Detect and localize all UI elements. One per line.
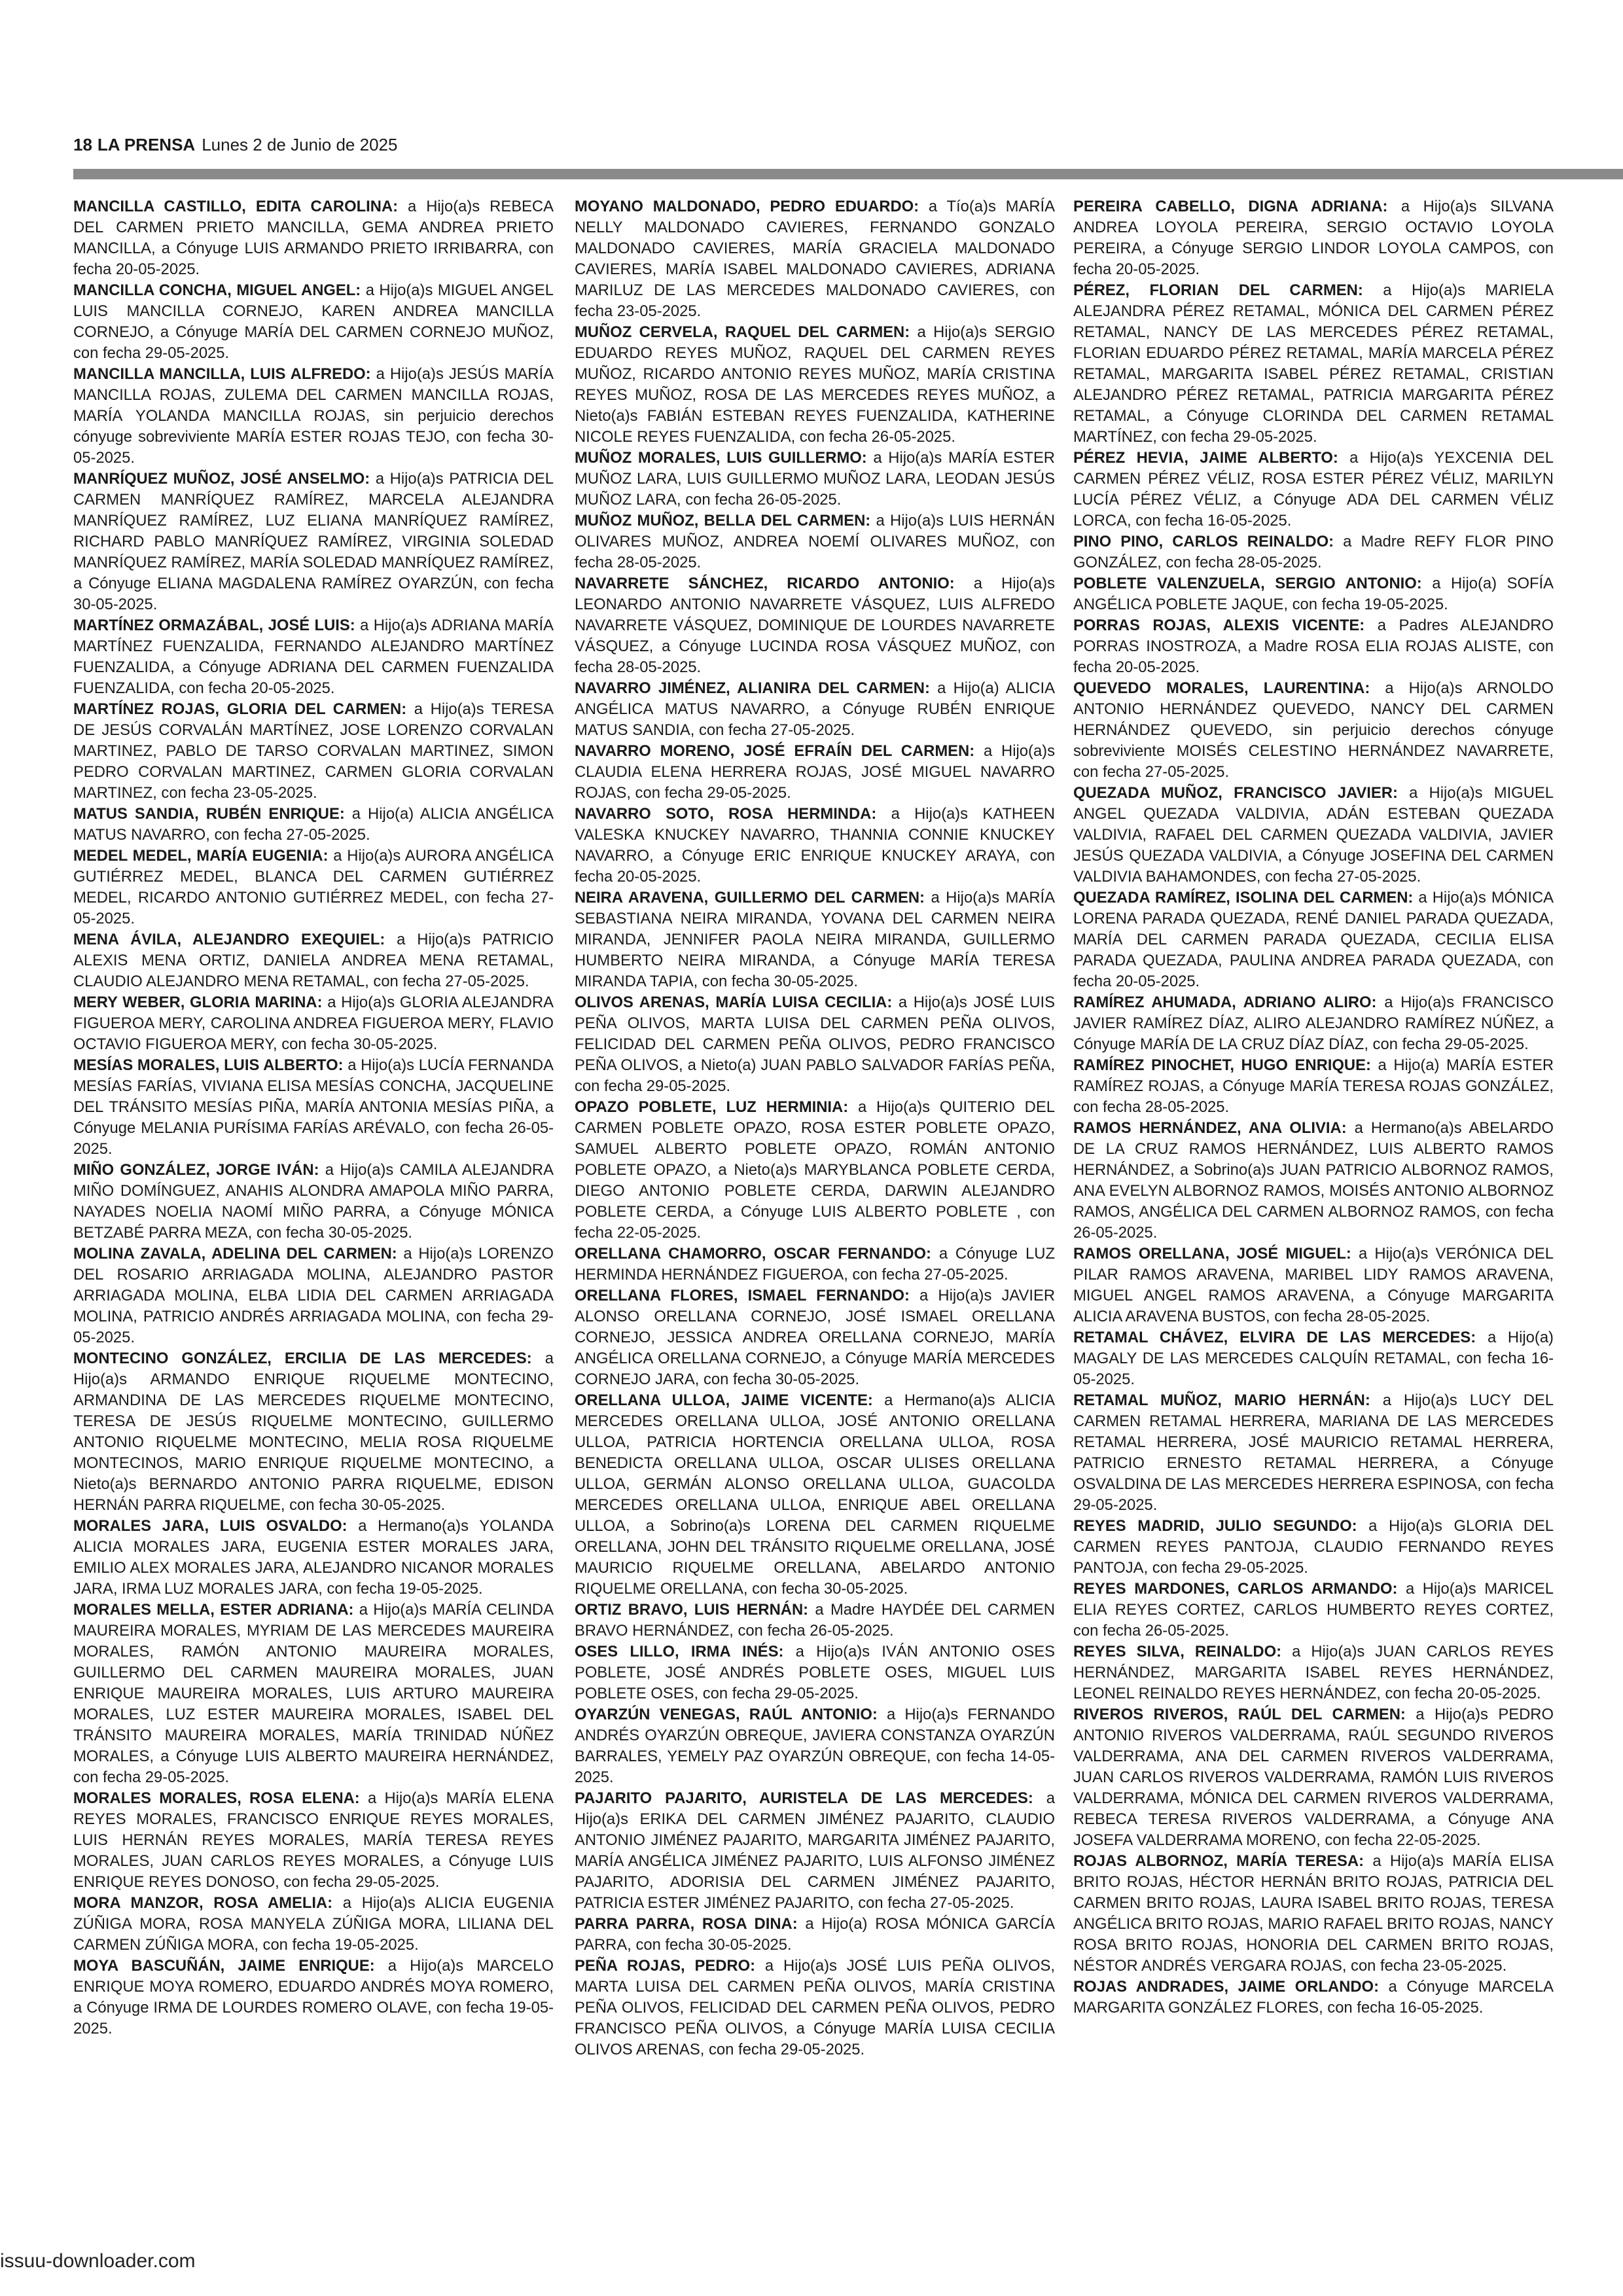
notice-entry: [73, 1956, 554, 2039]
notice-text: a Hijo(a) ALICIA ANGÉLICA MATUS NAVARRO, a Cónyuge RUBÉN ENRIQUE MATUS SANDIA, con fecha 27-05-2025.: [575, 679, 1055, 739]
column-2: [575, 196, 1055, 2060]
notice-text: a Hijo(a)s MARÍA CELINDA MAUREIRA MORALES, MYRIAM DE LAS MERCEDES MAUREIRA MORALES, RAMÓN ANTONIO MAUREIRA MORALES, GUILLERMO DEL CARMEN MAUREIRA MORALES, JUAN ENRIQUE MAUREIRA MORALES, LUIS ARTURO MAUREIRA MORALES, LUZ ESTER MAUREIRA MORALES, ISABEL DEL TRÁNSITO MAUREIRA MORALES, MARÍA TRINIDAD NÚÑEZ MORALES, a Cónyuge LUIS ALBERTO MAUREIRA HERNÁNDEZ, con fecha 29-05-2025.: [73, 1601, 554, 1786]
notice-entry: [1073, 1244, 1554, 1327]
notice-name: NEIRA ARAVENA, GUILLERMO DEL CARMEN:: [575, 889, 925, 906]
notice-name: NAVARRO SOTO, ROSA HERMINDA:: [575, 805, 877, 823]
notice-entry: [73, 280, 554, 364]
column-3: [1073, 196, 1554, 2018]
notice-name: REYES MADRID, JULIO SEGUNDO:: [1073, 1517, 1357, 1535]
notice-name: MARTÍNEZ ROJAS, GLORIA DEL CARMEN:: [73, 700, 407, 718]
notice-entry: [1073, 1390, 1554, 1516]
notice-text: a Hijo(a)s LORENZO DEL ROSARIO ARRIAGADA MOLINA, ALEJANDRO PASTOR ARRIAGADA MOLINA, ELBA LIDIA DEL CARMEN ARRIAGADA MOLINA, PATRICIO ANDRÉS ARRIAGADA MOLINA, con fecha 29-05-2025.: [73, 1245, 554, 1346]
notice-name: PÉREZ, FLORIAN DEL CARMEN:: [1073, 281, 1363, 299]
notice-name: MONTECINO GONZÁLEZ, ERCILIA DE LAS MERCEDES:: [73, 1350, 532, 1367]
notice-entry: [575, 1097, 1055, 1244]
notice-name: ORELLANA FLORES, ISMAEL FERNANDO:: [575, 1287, 910, 1304]
notice-text: a Hijo(a)s VERÓNICA DEL PILAR RAMOS ARAVENA, MARIBEL LIDY RAMOS ARAVENA, MIGUEL ANGEL RAMOS ARAVENA, a Cónyuge MARGARITA ALICIA ARAVENA BUSTOS, con fecha 28-05-2025.: [1073, 1245, 1554, 1325]
notice-text: a Tío(a)s MARÍA NELLY MALDONADO CAVIERES, FERNANDO GONZALO MALDONADO CAVIERES, MARÍA GRACIELA MALDONADO CAVIERES, MARÍA ISABEL MALDONADO CAVIERES, ADRIANA MARILUZ DE LAS MERCEDES MALDONADO CAVIERES, con fecha 23-05-2025.: [575, 198, 1056, 320]
notice-name: MOYA BASCUÑÁN, JAIME ENRIQUE:: [73, 1957, 375, 1975]
notice-text: a Hijo(a)s PATRICIO ALEXIS MENA ORTIZ, DANIELA ANDREA MENA RETAMAL, CLAUDIO ALEJANDRO MENA RETAMAL, con fecha 27-05-2025.: [73, 931, 554, 990]
notice-text: a Madre REFY FLOR PINO GONZÁLEZ, con fecha 28-05-2025.: [1073, 533, 1554, 571]
notice-name: QUEZADA MUÑOZ, FRANCISCO JAVIER:: [1073, 784, 1398, 802]
notice-entry: [1073, 1118, 1554, 1244]
notice-text: a Hijo(a)s MARÍA SEBASTIANA NEIRA MIRANDA, YOVANA DEL CARMEN NEIRA MIRANDA, JENNIFER PAOLA NEIRA MIRANDA, GUILLERMO HUMBERTO NEIRA MIRANDA, a Cónyuge MARÍA TERESA MIRANDA TAPIA, con fecha 30-05-2025.: [575, 889, 1056, 990]
notice-text: a Hijo(a)s GLORIA ALEJANDRA FIGUEROA MERY, CAROLINA ANDREA FIGUEROA MERY, FLAVIO OCTAVIO FIGUEROA MERY, con fecha 30-05-2025.: [73, 994, 554, 1053]
notice-text: a Hijo(a)s MIGUEL ANGEL LUIS MANCILLA CORNEJO, KAREN ANDREA MANCILLA CORNEJO, a Cónyuge MARÍA DEL CARMEN CORNEJO MUÑOZ, con fecha 29-05-2025.: [73, 281, 554, 362]
header-rule: [73, 169, 1623, 179]
notice-name: POBLETE VALENZUELA, SERGIO ANTONIO:: [1073, 575, 1422, 592]
notice-entry: [1073, 196, 1554, 280]
notice-text: a Hijo(a)s LUIS HERNÁN OLIVARES MUÑOZ, ANDREA NOEMÍ OLIVARES MUÑOZ, con fecha 28-05-2025.: [575, 512, 1055, 571]
notice-entry: [1073, 531, 1554, 573]
notice-name: OPAZO POBLETE, LUZ HERMINIA:: [575, 1098, 849, 1116]
notice-name: PINO PINO, CARLOS REINALDO:: [1073, 533, 1334, 550]
notice-entry: [73, 1160, 554, 1244]
notice-text: a Hijo(a)s MARÍA ESTER MUÑOZ LARA, LUIS GUILLERMO MUÑOZ LARA, LEODAN JESÚS MUÑOZ LARA, con fecha 26-05-2025.: [575, 449, 1055, 509]
notice-entry: [1073, 1516, 1554, 1579]
publication-name: LA PRENSA: [97, 135, 196, 154]
notice-name: MIÑO GONZÁLEZ, JORGE IVÁN:: [73, 1161, 319, 1179]
notice-text: a Hijo(a)s ADRIANA MARÍA MARTÍNEZ FUENZALIDA, FERNANDO ALEJANDRO MARTÍNEZ FUENZALIDA, a Cónyuge ADRIANA DEL CARMEN FUENZALIDA FUENZALIDA, con fecha 20-05-2025.: [73, 617, 554, 697]
notice-text: a Hijo(a)s ALICIA EUGENIA ZÚÑIGA MORA, ROSA MANYELA ZÚÑIGA MORA, LILIANA DEL CARMEN ZÚÑIGA MORA, con fecha 19-05-2025.: [73, 1894, 554, 1954]
notice-text: a Hijo(a)s MÓNICA LORENA PARADA QUEZADA, RENÉ DANIEL PARADA QUEZADA, MARÍA DEL CARMEN PARADA QUEZADA, CECILIA ELISA PARADA QUEZADA, PAULINA ANDREA PARADA QUEZADA, con fecha 20-05-2025.: [1073, 889, 1554, 990]
notice-text: a Hijo(a)s MARCELO ENRIQUE MOYA ROMERO, EDUARDO ANDRÉS MOYA ROMERO, a Cónyuge IRMA DE LOURDES ROMERO OLAVE, con fecha 19-05-2025.: [73, 1957, 554, 2037]
notice-name: MENA ÁVILA, ALEJANDRO EXEQUIEL:: [73, 931, 385, 948]
notice-name: MORALES MELLA, ESTER ADRIANA:: [73, 1601, 354, 1619]
notice-entry: [1073, 1851, 1554, 1977]
notice-name: MATUS SANDIA, RUBÉN ENRIQUE:: [73, 805, 345, 823]
notice-text: a Hijo(a)s JESÚS MARÍA MANCILLA ROJAS, ZULEMA DEL CARMEN MANCILLA ROJAS, MARÍA YOLANDA MANCILLA ROJAS, sin perjuicio derechos cónyuge sobreviviente MARÍA ESTER ROJAS TEJO, con fecha 30-05-2025.: [73, 365, 554, 467]
notice-entry: [1073, 783, 1554, 888]
notice-entry: [73, 1893, 554, 1956]
notice-text: a Hijo(a)s FERNANDO ANDRÉS OYARZÚN OBREQUE, JAVIERA CONSTANZA OYARZÚN BARRALES, YEMELY PAZ OYARZÚN OBREQUE, con fecha 14-05-2025.: [575, 1706, 1055, 1786]
notice-name: ORELLANA ULLOA, JAIME VICENTE:: [575, 1391, 873, 1409]
notice-text: a Hijo(a)s QUITERIO DEL CARMEN POBLETE OPAZO, ROSA ESTER POBLETE OPAZO, SAMUEL ALBERTO POBLETE OPAZO, ROMÁN ANTONIO POBLETE OPAZO, a Nieto(a)s MARYBLANCA POBLETE CERDA, DIEGO ANTONIO POBLETE CERDA, DARWIN ALEJANDRO POBLETE CERDA, a Cónyuge LUIS ALBERTO POBLETE , con fecha 22-05-2025.: [575, 1098, 1055, 1242]
notice-entry: [575, 1704, 1055, 1788]
notice-name: RETAMAL CHÁVEZ, ELVIRA DE LAS MERCEDES:: [1073, 1329, 1476, 1346]
notice-entry: [575, 1956, 1055, 2060]
notice-entry: [1073, 1704, 1554, 1851]
notice-name: ROJAS ALBORNOZ, MARÍA TERESA:: [1073, 1852, 1364, 1870]
notice-text: a Hijo(a)s FRANCISCO JAVIER RAMÍREZ DÍAZ, ALIRO ALEJANDRO RAMÍREZ NÚÑEZ, a Cónyuge MARÍA DE LA CRUZ DÍAZ DÍAZ, con fecha 29-05-2025.: [1073, 994, 1554, 1053]
notice-name: RETAMAL MUÑOZ, MARIO HERNÁN:: [1073, 1391, 1370, 1409]
notice-name: NAVARRO MORENO, JOSÉ EFRAÍN DEL CARMEN:: [575, 742, 975, 760]
notice-text: a Hijo(a) MAGALY DE LAS MERCEDES CALQUÍN RETAMAL, con fecha 16-05-2025.: [1073, 1329, 1554, 1388]
notice-name: PEREIRA CABELLO, DIGNA ADRIANA:: [1073, 198, 1388, 215]
notice-entry: [575, 196, 1055, 322]
notice-name: OLIVOS ARENAS, MARÍA LUISA CECILIA:: [575, 994, 893, 1011]
notice-name: MUÑOZ MUÑOZ, BELLA DEL CARMEN:: [575, 512, 871, 529]
notice-entry: [73, 615, 554, 699]
notice-name: QUEVEDO MORALES, LAURENTINA:: [1073, 679, 1370, 697]
notice-entry: [73, 1600, 554, 1788]
notice-text: a Hijo(a) MARÍA ESTER RAMÍREZ ROJAS, a Cónyuge MARÍA TERESA ROJAS GONZÁLEZ, con fecha 28-05-2025.: [1073, 1056, 1554, 1116]
notice-name: MEDEL MEDEL, MARÍA EUGENIA:: [73, 847, 329, 865]
notice-text: a Hijo(a)s SILVANA ANDREA LOYOLA PEREIRA, SERGIO OCTAVIO LOYOLA PEREIRA, a Cónyuge SERGIO LINDOR LOYOLA CAMPOS, con fecha 20-05-2025.: [1073, 198, 1554, 278]
notice-text: a Hijo(a)s IVÁN ANTONIO OSES POBLETE, JOSÉ ANDRÉS POBLETE OSES, MIGUEL LUIS POBLETE OSES, con fecha 29-05-2025.: [575, 1643, 1055, 1702]
notice-text: a Hijo(a)s JUAN CARLOS REYES HERNÁNDEZ, MARGARITA ISABEL REYES HERNÁNDEZ, LEONEL REINALDO REYES HERNÁNDEZ, con fecha 20-05-2025.: [1073, 1643, 1554, 1702]
notice-name: MARTÍNEZ ORMAZÁBAL, JOSÉ LUIS:: [73, 617, 355, 634]
notice-entry: [73, 469, 554, 615]
notice-entry: [575, 1600, 1055, 1641]
notice-name: ROJAS ANDRADES, JAIME ORLANDO:: [1073, 1978, 1379, 1996]
notice-name: ORTIZ BRAVO, LUIS HERNÁN:: [575, 1601, 809, 1619]
notice-text: a Padres ALEJANDRO PORRAS INOSTROZA, a Madre ROSA ELIA ROJAS ALISTE, con fecha 20-05-2025.: [1073, 617, 1554, 676]
notice-text: a Hijo(a) ALICIA ANGÉLICA MATUS NAVARRO, con fecha 27-05-2025.: [73, 805, 554, 844]
notice-name: RAMOS HERNÁNDEZ, ANA OLIVIA:: [1073, 1119, 1347, 1137]
notice-text: a Cónyuge MARCELA MARGARITA GONZÁLEZ FLORES, con fecha 16-05-2025.: [1073, 1978, 1554, 2017]
notice-entry: [575, 1285, 1055, 1390]
notice-entry: [73, 929, 554, 992]
notice-entry: [73, 1055, 554, 1160]
notice-entry: [1073, 1977, 1554, 2018]
notice-name: MOLINA ZAVALA, ADELINA DEL CARMEN:: [73, 1245, 397, 1263]
notice-entry: [1073, 678, 1554, 783]
notice-name: MORALES JARA, LUIS OSVALDO:: [73, 1517, 348, 1535]
notice-name: MORA MANZOR, ROSA AMELIA:: [73, 1894, 333, 1912]
notice-text: a Hijo(a)s CAMILA ALEJANDRA MIÑO DOMÍNGUEZ, ANAHIS ALONDRA AMAPOLA MIÑO PARRA, NAYADES NOELIA NAOMÍ MIÑO PARRA, a Cónyuge MÓNICA BETZABÉ PARRA MEZA, con fecha 30-05-2025.: [73, 1161, 554, 1242]
notice-entry: [575, 322, 1055, 448]
notice-text: a Hijo(a)s JAVIER ALONSO ORELLANA CORNEJO, JOSÉ ISMAEL ORELLANA CORNEJO, JESSICA ANDREA ORELLANA CORNEJO, MARÍA ANGÉLICA ORELLANA CORNEJO, a Cónyuge MARÍA MERCEDES CORNEJO JARA, con fecha 30-05-2025.: [575, 1287, 1056, 1388]
notice-entry: [575, 1244, 1055, 1285]
notice-text: a Hijo(a)s JOSÉ LUIS PEÑA OLIVOS, MARTA LUISA DEL CARMEN PEÑA OLIVOS, FELICIDAD DEL CARMEN PEÑA OLIVOS, PEDRO FRANCISCO PEÑA OLIVOS, a Nieto(a) JUAN PABLO SALVADOR FARÍAS PEÑA, con fecha 29-05-2025.: [575, 994, 1055, 1095]
notice-name: MERY WEBER, GLORIA MARINA:: [73, 994, 323, 1011]
notice-name: MANCILLA CONCHA, MIGUEL ANGEL:: [73, 281, 361, 299]
notice-text: a Hijo(a)s YEXCENIA DEL CARMEN PÉREZ VÉLIZ, ROSA ESTER PÉREZ VÉLIZ, MARILYN LUCÍA PÉREZ VÉLIZ, a Cónyuge ADA DEL CARMEN VÉLIZ LORCA, con fecha 16-05-2025.: [1073, 449, 1554, 529]
notice-text: a Hijo(a)s SERGIO EDUARDO REYES MUÑOZ, RAQUEL DEL CARMEN REYES MUÑOZ, RICARDO ANTONIO REYES MUÑOZ, MARÍA CRISTINA REYES MUÑOZ, ROSA DE LAS MERCEDES REYES MUÑOZ, a Nieto(a)s FABIÁN ESTEBAN REYES FUENZALIDA, KATHERINE NICOLE REYES FUENZALIDA, con fecha 26-05-2025.: [575, 323, 1055, 446]
notice-name: RAMÍREZ AHUMADA, ADRIANO ALIRO:: [1073, 994, 1377, 1011]
notice-entry: [73, 1788, 554, 1893]
notice-entry: [73, 1516, 554, 1600]
notice-text: a Hijo(a)s REBECA DEL CARMEN PRIETO MANCILLA, GEMA ANDREA PRIETO MANCILLA, a Cónyuge LUIS ARMANDO PRIETO IRRIBARRA, con fecha 20-05-2025.: [73, 198, 554, 278]
notice-entry: [73, 1348, 554, 1516]
notice-entry: [1073, 573, 1554, 615]
footer-watermark: issuu-downloader.com: [0, 2250, 196, 2272]
notice-name: MUÑOZ MORALES, LUIS GUILLERMO:: [575, 449, 867, 467]
notice-entry: [73, 992, 554, 1055]
notice-entry: [1073, 615, 1554, 678]
notice-name: MOYANO MALDONADO, PEDRO EDUARDO:: [575, 198, 919, 215]
notice-entry: [1073, 888, 1554, 992]
notice-name: REYES SILVA, REINALDO:: [1073, 1643, 1282, 1660]
notice-name: RAMOS ORELLANA, JOSÉ MIGUEL:: [1073, 1245, 1351, 1263]
notice-name: NAVARRETE SÁNCHEZ, RICARDO ANTONIO:: [575, 575, 955, 592]
notice-entry: [575, 511, 1055, 573]
notice-text: a Hijo(a)s KATHEEN VALESKA KNUCKEY NAVARRO, THANNIA CONNIE KNUCKEY NAVARRO, a Cónyuge ERIC ENRIQUE KNUCKEY ARAYA, con fecha 20-05-2025.: [575, 805, 1055, 886]
notice-entry: [575, 804, 1055, 888]
notice-text: a Hijo(a)s ARNOLDO ANTONIO HERNÁNDEZ QUEVEDO, NANCY DEL CARMEN HERNÁNDEZ QUEVEDO, sin perjuicio derechos cónyuge sobreviviente MOISÉS CELESTINO HERNÁNDEZ NAVARRETE, con fecha 27-05-2025.: [1073, 679, 1554, 781]
notice-name: OSES LILLO, IRMA INÉS:: [575, 1643, 784, 1660]
notice-text: a Hijo(a)s MARIELA ALEJANDRA PÉREZ RETAMAL, MÓNICA DEL CARMEN PÉREZ RETAMAL, NANCY DE LAS MERCEDES PÉREZ RETAMAL, FLORIAN EDUARDO PÉREZ RETAMAL, MARÍA MARCELA PÉREZ RETAMAL, MARGARITA ISABEL PÉREZ RETAMAL, CRISTIAN ALEJANDRO PÉREZ RETAMAL, PATRICIA MARGARITA PÉREZ RETAMAL, a Cónyuge CLORINDA DEL CARMEN RETAMAL MARTÍNEZ, con fecha 29-05-2025.: [1073, 281, 1554, 446]
notice-entry: [575, 1641, 1055, 1704]
notice-entry: [575, 678, 1055, 741]
notice-name: RAMÍREZ PINOCHET, HUGO ENRIQUE:: [1073, 1056, 1371, 1074]
notice-name: MORALES MORALES, ROSA ELENA:: [73, 1789, 360, 1807]
notice-entry: [575, 573, 1055, 678]
notice-entry: [73, 699, 554, 804]
notice-name: MANCILLA CASTILLO, EDITA CAROLINA:: [73, 198, 399, 215]
notice-text: a Hijo(a)s LUCÍA FERNANDA MESÍAS FARÍAS, VIVIANA ELISA MESÍAS CONCHA, JACQUELINE DEL TRÁNSITO MESÍAS PIÑA, MARÍA ANTONIA MESÍAS PIÑA, a Cónyuge MELANIA PURÍSIMA FARÍAS ARÉVALO, con fecha 26-05-2025.: [73, 1056, 554, 1158]
notice-name: OYARZÚN VENEGAS, RAÚL ANTONIO:: [575, 1706, 878, 1723]
notice-entry: [1073, 1055, 1554, 1118]
notice-entry: [73, 1244, 554, 1348]
notice-name: PARRA PARRA, ROSA DINA:: [575, 1915, 798, 1933]
notice-entry: [575, 888, 1055, 992]
notice-text: a Hijo(a)s JOSÉ LUIS PEÑA OLIVOS, MARTA LUISA DEL CARMEN PEÑA OLIVOS, MARÍA CRISTINA PEÑA OLIVOS, FELICIDAD DEL CARMEN PEÑA OLIVOS, PEDRO FRANCISCO PEÑA OLIVOS, a Cónyuge MARÍA LUISA CECILIA OLIVOS ARENAS, con fecha 29-05-2025.: [575, 1957, 1055, 2058]
notice-entry: [73, 846, 554, 929]
notice-text: a Hijo(a)s MARÍA ELENA REYES MORALES, FRANCISCO ENRIQUE REYES MORALES, LUIS HERNÁN REYES MORALES, MARÍA TERESA REYES MORALES, JUAN CARLOS REYES MORALES, a Cónyuge LUIS ENRIQUE REYES DONOSO, con fecha 29-05-2025.: [73, 1789, 554, 1891]
notice-entry: [73, 364, 554, 469]
page-header: [73, 135, 397, 161]
notice-name: MESÍAS MORALES, LUIS ALBERTO:: [73, 1056, 344, 1074]
notice-text: a Hijo(a)s LEONARDO ANTONIO NAVARRETE VÁSQUEZ, LUIS ALFREDO NAVARRETE VÁSQUEZ, DOMINIQUE DE LOURDES NAVARRETE VÁSQUEZ, a Cónyuge LUCINDA ROSA VÁSQUEZ MUÑOZ, con fecha 28-05-2025.: [575, 575, 1055, 676]
notice-text: a Hermano(a)s ALICIA MERCEDES ORELLANA ULLOA, JOSÉ ANTONIO ORELLANA ULLOA, PATRICIA HORTENCIA ORELLANA ULLOA, ROSA BENEDICTA ORELLANA ULLOA, OSCAR ULISES ORELLANA ULLOA, GERMÁN ALONSO ORELLANA ULLOA, GUACOLDA MERCEDES ORELLANA ULLOA, ENRIQUE ABEL ORELLANA ULLOA, a Sobrino(a)s LORENA DEL CARMEN RIQUELME ORELLANA, JOHN DEL TRÁNSITO RIQUELME ORELLANA, JOSÉ MAURICIO RIQUELME ORELLANA, ABELARDO ANTONIO RIQUELME ORELLANA, con fecha 30-05-2025.: [575, 1391, 1055, 1598]
notice-text: a Hijo(a) ROSA MÓNICA GARCÍA PARRA, con fecha 30-05-2025.: [575, 1915, 1055, 1954]
notice-text: a Hijo(a)s ERIKA DEL CARMEN JIMÉNEZ PAJARITO, CLAUDIO ANTONIO JIMÉNEZ PAJARITO, MARGARITA JIMÉNEZ PAJARITO, MARÍA ANGÉLICA JIMÉNEZ PAJARITO, LUIS ALFONSO JIMÉNEZ PAJARITO, ADORISIA DEL CARMEN JIMÉNEZ PAJARITO, PATRICIA ESTER JIMÉNEZ PAJARITO, con fecha 27-05-2025.: [575, 1789, 1055, 1912]
notice-name: REYES MARDONES, CARLOS ARMANDO:: [1073, 1580, 1398, 1598]
notice-name: MANRÍQUEZ MUÑOZ, JOSÉ ANSELMO:: [73, 470, 370, 488]
notice-text: a Hijo(a)s CLAUDIA ELENA HERRERA ROJAS, JOSÉ MIGUEL NAVARRO ROJAS, con fecha 29-05-2025.: [575, 742, 1056, 802]
notice-entry: [1073, 1641, 1554, 1704]
notice-text: a Hijo(a)s PATRICIA DEL CARMEN MANRÍQUEZ RAMÍREZ, MARCELA ALEJANDRA MANRÍQUEZ RAMÍREZ, LUZ ELIANA MANRÍQUEZ RAMÍREZ, RICHARD PABLO MANRÍQUEZ RAMÍREZ, VIRGINIA SOLEDAD MANRÍQUEZ RAMÍREZ, MARÍA SOLEDAD MANRÍQUEZ RAMÍREZ, a Cónyuge ELIANA MAGDALENA RAMÍREZ OYARZÚN, con fecha 30-05-2025.: [73, 470, 554, 613]
notice-name: MUÑOZ CERVELA, RAQUEL DEL CARMEN:: [575, 323, 910, 341]
notice-text: a Madre HAYDÉE DEL CARMEN BRAVO HERNÁNDEZ, con fecha 26-05-2025.: [575, 1601, 1055, 1640]
column-1: [73, 196, 554, 2039]
notice-text: a Hijo(a)s LUCY DEL CARMEN RETAMAL HERRERA, MARIANA DE LAS MERCEDES RETAMAL HERRERA, JOSÉ MAURICIO RETAMAL HERRERA, PATRICIO ERNESTO RETAMAL HERRERA, a Cónyuge OSVALDINA DE LAS MERCEDES HERRERA ESPINOSA, con fecha 29-05-2025.: [1073, 1391, 1554, 1514]
notice-entry: [575, 448, 1055, 511]
notice-entry: [575, 1390, 1055, 1600]
notice-text: a Hijo(a)s ARMANDO ENRIQUE RIQUELME MONTECINO, ARMANDINA DE LAS MERCEDES RIQUELME MONTECINO, TERESA DE JESÚS RIQUELME MONTECINO, GUILLERMO ANTONIO RIQUELME MONTECINO, MELIA ROSA RIQUELME MONTECINOS, MARIO ENRIQUE RIQUELME MONTECINO, a Nieto(a)s BERNARDO ANTONIO PARRA RIQUELME, EDISON HERNÁN PARRA RIQUELME, con fecha 30-05-2025.: [73, 1350, 554, 1514]
notice-entry: [575, 1914, 1055, 1956]
notice-name: PORRAS ROJAS, ALEXIS VICENTE:: [1073, 617, 1365, 634]
notice-name: ORELLANA CHAMORRO, OSCAR FERNANDO:: [575, 1245, 931, 1263]
notice-entry: [73, 196, 554, 280]
notice-text: a Hijo(a)s TERESA DE JESÚS CORVALÁN MARTÍNEZ, JOSE LORENZO CORVALAN MARTINEZ, PABLO DE TARSO CORVALAN MARTINEZ, SIMON PEDRO CORVALAN MARTINEZ, CARMEN GLORIA CORVALAN MARTINEZ, con fecha 23-05-2025.: [73, 700, 554, 802]
notice-text: a Hijo(a)s AURORA ANGÉLICA GUTIÉRREZ MEDEL, BLANCA DEL CARMEN GUTIÉRREZ MEDEL, RICARDO ANTONIO GUTIÉRREZ MEDEL, con fecha 27-05-2025.: [73, 847, 554, 927]
notice-text: a Hijo(a)s MARICEL ELIA REYES CORTEZ, CARLOS HUMBERTO REYES CORTEZ, con fecha 26-05-2025.: [1073, 1580, 1554, 1640]
notice-entry: [1073, 280, 1554, 448]
notice-entry: [1073, 1579, 1554, 1641]
notice-text: a Hijo(a) SOFÍA ANGÉLICA POBLETE JAQUE, con fecha 19-05-2025.: [1073, 575, 1554, 613]
notice-text: a Hermano(a)s ABELARDO DE LA CRUZ RAMOS HERNÁNDEZ, LUIS ALBERTO RAMOS HERNÁNDEZ, a Sobrino(a)s JUAN PATRICIO ALBORNOZ RAMOS, ANA EVELYN ALBORNOZ RAMOS, MOISÉS ANTONIO ALBORNOZ RAMOS, ANGÉLICA DEL CARMEN ALBORNOZ RAMOS, con fecha 26-05-2025.: [1073, 1119, 1554, 1242]
notice-entry: [575, 741, 1055, 804]
notice-entry: [1073, 448, 1554, 531]
notice-entry: [575, 1788, 1055, 1914]
notice-entry: [1073, 992, 1554, 1055]
notice-name: PÉREZ HEVIA, JAIME ALBERTO:: [1073, 449, 1338, 467]
notice-text: a Cónyuge LUZ HERMINDA HERNÁNDEZ FIGUEROA, con fecha 27-05-2025.: [575, 1245, 1055, 1283]
notice-name: QUEZADA RAMÍREZ, ISOLINA DEL CARMEN:: [1073, 889, 1414, 906]
notice-entry: [575, 992, 1055, 1097]
notice-name: NAVARRO JIMÉNEZ, ALIANIRA DEL CARMEN:: [575, 679, 930, 697]
notice-text: a Hijo(a)s MIGUEL ANGEL QUEZADA VALDIVIA, ADÁN ESTEBAN QUEZADA VALDIVIA, RAFAEL DEL CARMEN QUEZADA VALDIVIA, JAVIER JESÚS QUEZADA VALDIVIA, a Cónyuge JOSEFINA DEL CARMEN VALDIVIA BAHAMONDES, con fecha 27-05-2025.: [1073, 784, 1554, 886]
notice-entry: [1073, 1327, 1554, 1390]
notice-text: a Hermano(a)s YOLANDA ALICIA MORALES JARA, EUGENIA ESTER MORALES JARA, EMILIO ALEX MORALES JARA, ALEJANDRO NICANOR MORALES JARA, IRMA LUZ MORALES JARA, con fecha 19-05-2025.: [73, 1517, 554, 1598]
notice-text: a Hijo(a)s MARÍA ELISA BRITO ROJAS, HÉCTOR HERNÁN BRITO ROJAS, PATRICIA DEL CARMEN BRITO ROJAS, LAURA ISABEL BRITO ROJAS, TERESA ANGÉLICA BRITO ROJAS, MARIO RAFAEL BRITO ROJAS, NANCY ROSA BRITO ROJAS, HONORIA DEL CARMEN BRITO ROJAS, NÉSTOR ANDRÉS VERGARA ROJAS, con fecha 23-05-2025.: [1073, 1852, 1554, 1975]
page-number: 18: [73, 135, 92, 154]
notice-name: MANCILLA MANCILLA, LUIS ALFREDO:: [73, 365, 371, 383]
publication-date: Lunes 2 de Junio de 2025: [202, 135, 398, 154]
notice-name: PEÑA ROJAS, PEDRO:: [575, 1957, 756, 1975]
notice-name: RIVEROS RIVEROS, RAÚL DEL CARMEN:: [1073, 1706, 1406, 1723]
notice-entry: [73, 804, 554, 846]
notice-name: PAJARITO PAJARITO, AURISTELA DE LAS MERCEDES:: [575, 1789, 1033, 1807]
notice-text: a Hijo(a)s GLORIA DEL CARMEN REYES PANTOJA, CLAUDIO FERNANDO REYES PANTOJA, con fecha 29-05-2025.: [1073, 1517, 1554, 1577]
notice-text: a Hijo(a)s PEDRO ANTONIO RIVEROS VALDERRAMA, RAÚL SEGUNDO RIVEROS VALDERRAMA, ANA DEL CARMEN RIVEROS VALDERRAMA, JUAN CARLOS RIVEROS VALDERRAMA, RAMÓN LUIS RIVEROS VALDERRAMA, MÓNICA DEL CARMEN RIVEROS VALDERRAMA, REBECA TERESA RIVEROS VALDERRAMA, a Cónyuge ANA JOSEFA VALDERRAMA MORENO, con fecha 22-05-2025.: [1073, 1706, 1554, 1849]
